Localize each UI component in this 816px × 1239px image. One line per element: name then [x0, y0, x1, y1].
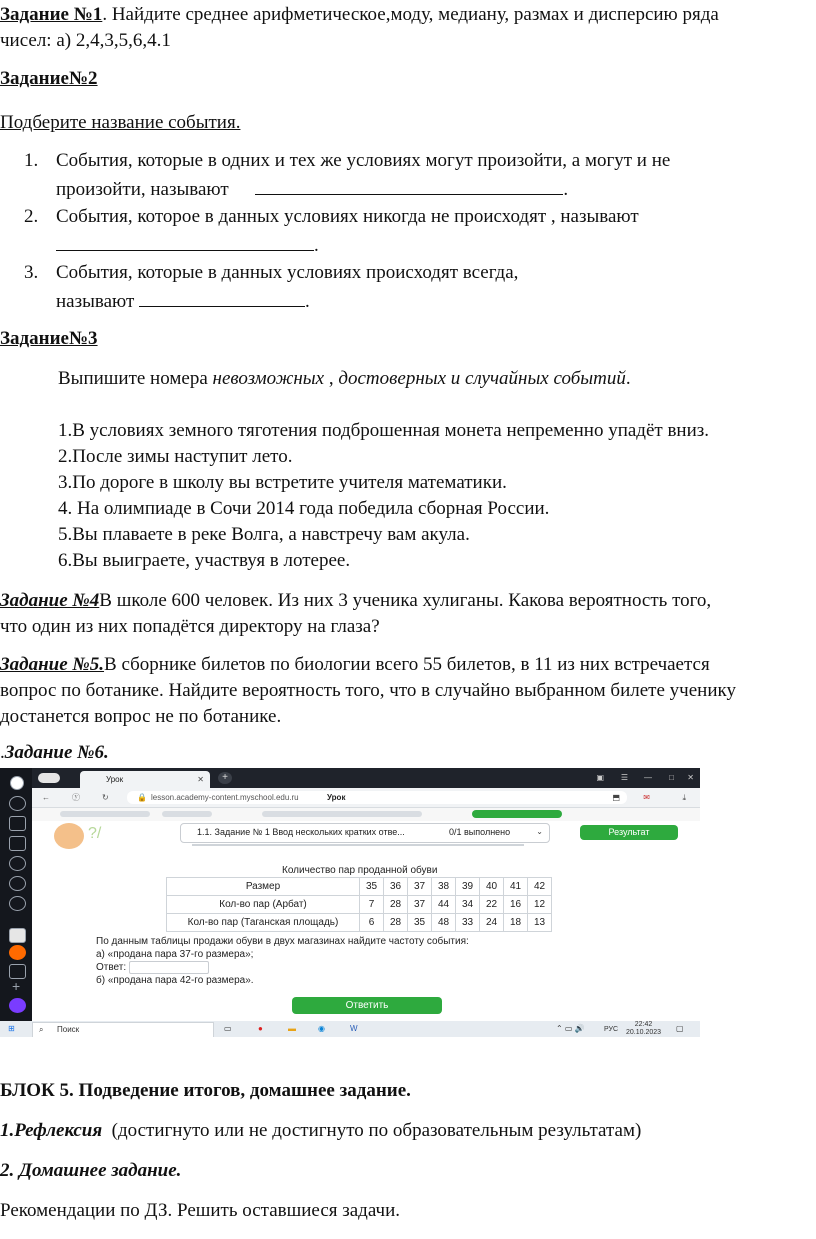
task4-line2: что один из них попадётся директору на глаза? — [0, 616, 380, 637]
item-number: 3. — [24, 262, 39, 283]
history-icon[interactable] — [9, 796, 26, 811]
task5-line2: вопрос по ботанике. Найдите вероятность того, что в случайно выбранном билете ученику — [0, 680, 736, 701]
task2-heading — [0, 66, 810, 92]
cell: 28 — [384, 914, 408, 932]
question-block — [96, 935, 469, 987]
task3-heading — [0, 326, 810, 352]
notifications-icon[interactable]: ▢ — [676, 1024, 684, 1033]
block5-heading — [0, 1078, 810, 1104]
windows-taskbar — [0, 1021, 700, 1037]
row-label: Кол-во пар (Арбат) — [167, 896, 360, 914]
mascot-icon — [54, 823, 84, 849]
lesson-nav-bar — [32, 808, 700, 821]
intro-text: Выпишите номера — [58, 368, 213, 389]
assistant-icon[interactable] — [9, 998, 26, 1013]
close-tab-icon[interactable]: ✕ — [197, 775, 204, 784]
cell: 35 — [408, 914, 432, 932]
item-end: . — [305, 291, 310, 312]
task3-item: 1.В условиях земного тяготения подброшенная монета непременно упадёт вниз. — [58, 420, 710, 441]
cell: 41 — [504, 878, 528, 896]
cell: 37 — [408, 896, 432, 914]
question-text: По данным таблицы продажи обуви в двух магазинах найдите частоту события: — [96, 936, 469, 947]
intro-certain-random: достоверных и случайных событий — [338, 368, 626, 389]
block5-title: БЛОК 5. Подведение итогов, домашнее задание. — [0, 1080, 411, 1101]
new-tab-icon[interactable]: + — [218, 772, 232, 784]
cell: 44 — [432, 896, 456, 914]
browser-toolbar — [32, 788, 700, 808]
question-a: а) «продана пара 37-го размера»; — [96, 949, 254, 960]
clock-icon[interactable] — [9, 896, 26, 911]
browser-screenshot — [0, 768, 700, 1037]
tab-title: Урок — [106, 775, 124, 784]
task5-label: Задание №5. — [0, 654, 105, 675]
reload-icon[interactable]: ↻ — [102, 793, 109, 802]
file-explorer-icon[interactable]: ▬ — [288, 1024, 296, 1033]
table-row — [167, 896, 552, 914]
answer-button[interactable]: Ответить — [292, 997, 442, 1014]
task3-intro — [58, 366, 810, 392]
item-text-cont: называют — [56, 291, 135, 312]
module-progress-badge — [472, 810, 562, 818]
clock-time: 22:42 — [634, 1021, 653, 1028]
close-window-icon[interactable]: ✕ — [687, 773, 694, 782]
task5-line1: В сборнике билетов по биологии всего 55 билетов, в 11 из них встречается — [104, 654, 710, 675]
row-label: Размер — [167, 878, 360, 896]
task2-subtitle: Подберите название события. — [0, 112, 241, 133]
table-caption: Количество пар проданной обуви — [282, 865, 438, 876]
cell: 16 — [504, 896, 528, 914]
task2-item — [0, 203, 800, 259]
back-to-module-link[interactable] — [60, 811, 150, 817]
steps-dropdown[interactable] — [162, 811, 212, 817]
task-selector[interactable] — [180, 823, 550, 843]
task-progress-bar — [192, 844, 524, 846]
task6-label: Задание №6. — [4, 742, 109, 763]
homework-line — [0, 1158, 810, 1184]
yandex-icon[interactable]: ⓨ — [72, 793, 80, 802]
minimize-icon[interactable]: — — [644, 773, 652, 782]
cell: 7 — [360, 896, 384, 914]
cell: 39 — [456, 878, 480, 896]
table-row — [167, 878, 552, 896]
taskbar-search[interactable] — [32, 1022, 214, 1037]
task5-line3: достанется вопрос не по ботанике. — [0, 706, 282, 727]
cell: 6 — [360, 914, 384, 932]
answer-blank[interactable] — [139, 286, 305, 307]
recommend-line — [0, 1198, 810, 1224]
extensions-icon[interactable]: ⬒ — [612, 793, 620, 802]
cell: 40 — [480, 878, 504, 896]
task2-list — [0, 147, 800, 315]
shoe-sales-table — [166, 877, 552, 932]
search-placeholder: Поиск — [57, 1025, 80, 1034]
tab-lesson[interactable] — [80, 771, 210, 788]
collections-icon[interactable] — [9, 816, 26, 831]
reflection-label: 1.Рефлексия — [0, 1120, 103, 1141]
cell: 36 — [384, 878, 408, 896]
task3-item: 5.Вы плаваете в реке Волга, а навстречу вам акула. — [58, 524, 470, 545]
item-number: 1. — [24, 150, 39, 171]
answer-blank[interactable] — [56, 230, 314, 251]
task3-item: 3.По дороге в школу вы встретите учителя математики. — [58, 472, 507, 493]
clock-date: 20.10.2023 — [626, 1029, 662, 1036]
cell: 48 — [432, 914, 456, 932]
item-text: События, которые в одних и тех же условиях могут произойти, а могут и не — [56, 150, 671, 171]
chevron-down-icon[interactable]: ⌄ — [536, 827, 543, 836]
cell: 28 — [384, 896, 408, 914]
notes-icon[interactable] — [9, 836, 26, 851]
answer-input[interactable] — [129, 961, 209, 974]
result-button[interactable]: Результат — [580, 825, 678, 840]
mail-icon[interactable]: ✉ — [643, 793, 650, 802]
cell: 22 — [480, 896, 504, 914]
task3-item: 4. На олимпиаде в Сочи 2014 года победила сборная России. — [58, 498, 550, 519]
recommend-text: Рекомендации по ДЗ. Решить оставшиеся задачи. — [0, 1200, 400, 1221]
address-bar[interactable] — [127, 791, 627, 804]
lock-icon: 🔒 — [137, 793, 147, 802]
module-title — [262, 811, 422, 817]
item-end: . — [314, 235, 319, 256]
cell: 18 — [504, 914, 528, 932]
task1-text-line1: . Найдите среднее арифметическое,моду, медиану, размах и дисперсию ряда — [102, 4, 719, 25]
task1-label: Задание №1 — [0, 4, 103, 25]
task4-line1: В школе 600 человек. Из них 3 ученика хулиганы. Какова вероятность того, — [99, 590, 712, 611]
task5-paragraph — [0, 652, 810, 730]
cell: 42 — [528, 878, 552, 896]
yandex-browser-icon[interactable]: ● — [258, 1024, 263, 1033]
maximize-icon[interactable]: □ — [669, 773, 674, 782]
task4-label: Задание №4 — [0, 590, 100, 611]
cell: 33 — [456, 914, 480, 932]
item-number: 2. — [24, 206, 39, 227]
back-icon[interactable]: ← — [42, 793, 50, 802]
task2-label: Задание№2 — [0, 68, 98, 89]
search-icon: ⌕ — [39, 1025, 44, 1034]
edge-icon[interactable]: ◉ — [318, 1024, 325, 1033]
task3-list — [58, 418, 709, 574]
word-icon[interactable]: W — [350, 1024, 358, 1033]
cell: 12 — [528, 896, 552, 914]
cell: 13 — [528, 914, 552, 932]
task-view-icon[interactable]: ▭ — [224, 1024, 232, 1033]
mascot-mark-icon: ?/ — [88, 825, 102, 842]
lesson-page — [32, 821, 700, 1021]
cell: 38 — [432, 878, 456, 896]
homework-label: 2. Домашнее задание. — [0, 1160, 182, 1181]
item-text: События, которое в данных условиях никогда не происходят , называют — [56, 206, 639, 227]
question-b: б) «продана пара 42-го размера». — [96, 975, 254, 987]
toggle-icon[interactable] — [9, 928, 26, 943]
grid-icon[interactable] — [9, 964, 26, 979]
task2-item — [0, 147, 800, 203]
answer-label: Ответ: — [96, 962, 127, 974]
task3-label: Задание№3 — [0, 328, 98, 349]
task2-item — [0, 259, 800, 315]
url-page-title: Урок — [327, 793, 346, 802]
reflection-line — [0, 1118, 810, 1144]
app-icon[interactable] — [9, 945, 26, 960]
cell: 24 — [480, 914, 504, 932]
bookmark-icon[interactable]: ▣ — [596, 773, 604, 782]
item-text: События, которые в данных условиях происходят всегда, — [56, 262, 519, 283]
play-icon[interactable] — [9, 856, 26, 871]
reflection-text: (достигнуто или не достигнуто по образовательным результатам) — [102, 1120, 642, 1141]
row-label: Кол-во пар (Таганская площадь) — [167, 914, 360, 932]
profile-icon[interactable] — [10, 776, 24, 790]
menu-icon[interactable]: ☰ — [620, 773, 628, 782]
task1-paragraph — [0, 2, 810, 54]
task3-item: 6.Вы выиграете, участвуя в лотерее. — [58, 550, 351, 571]
url-text: lesson.academy-content.myschool.edu.ru — [151, 793, 299, 802]
task3-item: 2.После зимы наступит лето. — [58, 446, 293, 467]
answer-blank[interactable] — [255, 174, 563, 195]
task4-paragraph — [0, 588, 810, 640]
item-text-cont: произойти, называют — [56, 179, 229, 200]
task2-subtitle-line — [0, 110, 810, 136]
tray-icons[interactable]: ⌃ ▭ 🔊 — [556, 1024, 585, 1033]
cell: 37 — [408, 878, 432, 896]
item-end: . — [563, 179, 569, 200]
task6-prefix: . — [0, 742, 5, 763]
task-selector-title: 1.1. Задание № 1 Ввод нескольких кратких отве... — [197, 827, 405, 837]
plus-icon[interactable]: + — [12, 978, 21, 994]
browser-tabbar — [32, 768, 700, 788]
task6-heading — [0, 740, 810, 766]
tab-counter-icon[interactable] — [38, 773, 60, 783]
windows-start-icon[interactable]: ⊞ — [8, 1024, 15, 1033]
table-row — [167, 914, 552, 932]
task-progress: 0/1 выполнено — [449, 827, 511, 837]
download-icon[interactable]: ⤓ — [682, 793, 686, 802]
cell: 35 — [360, 878, 384, 896]
intro-impossible: невозможных — [212, 368, 325, 389]
intro-end: . — [625, 368, 631, 389]
video-icon[interactable] — [9, 876, 26, 891]
cell: 34 — [456, 896, 480, 914]
browser-sidebar — [0, 768, 32, 1021]
task1-text-line2: чисел: а) 2,4,3,5,6,4.1 — [0, 30, 171, 51]
intro-sep: , — [324, 368, 339, 389]
clock[interactable] — [626, 1021, 661, 1037]
language-indicator[interactable]: РУС — [604, 1026, 619, 1033]
